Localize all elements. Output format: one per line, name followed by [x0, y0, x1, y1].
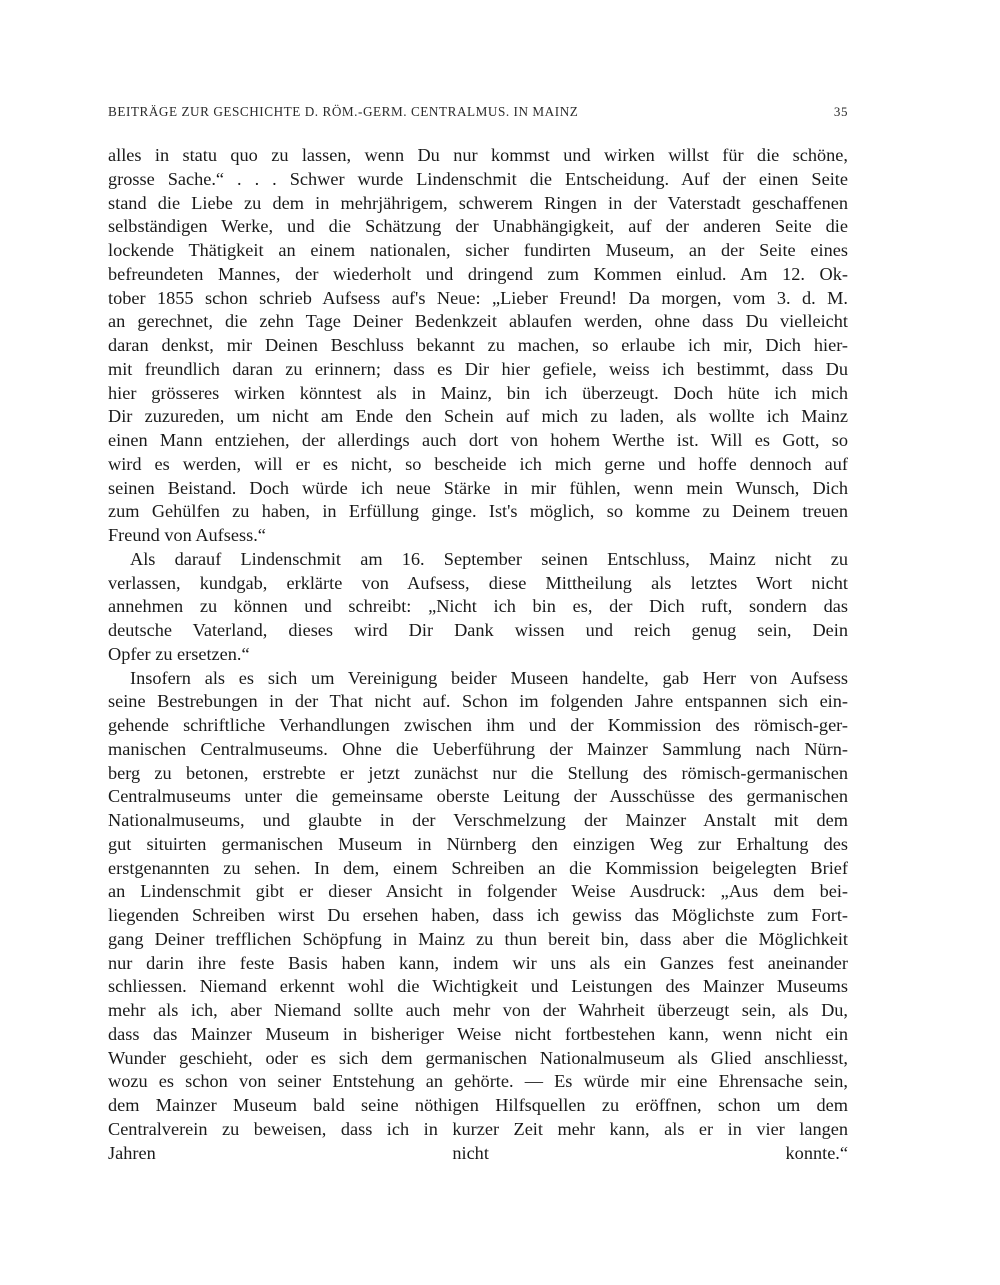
text-line: einen Mann entziehen, der allerdings auch dort von hohem Werthe ist. Will es Gott, so	[108, 430, 848, 450]
text-line: gut situirten germanischen Museum in Nürnberg den einzigen Weg zur Erhaltung des	[108, 833, 848, 854]
text-line: Nationalmuseums, und glaubte in der Verschmelzung der Mainzer Anstalt mit dem	[108, 810, 848, 830]
text-line: nur darin ihre feste Basis haben kann, indem wir uns als ein Ganzes fest aneinander	[108, 952, 848, 973]
text-line: liegenden Schreiben wirst Du ersehen haben, dass ich gewiss das Möglichste zum Fort-	[108, 905, 848, 925]
text-line: gehende schriftliche Verhandlungen zwischen ihm und der Kommission des römisch-ger-	[108, 715, 848, 735]
text-line: schliessen. Niemand erkennt wohl die Wichtigkeit und Leistungen des Mainzer Museums	[108, 976, 848, 997]
text-line: grosse Sache.“ . . . Schwer wurde Lindenschmit die Entscheidung. Auf der einen Seite	[108, 168, 848, 189]
text-line: annehmen zu können und schreibt: „Nicht ich bin es, der Dich ruft, sondern das	[108, 596, 848, 617]
text-line: verlassen, kundgab, erklärte von Aufsess, diese Mittheilung als letztes Wort nicht	[108, 572, 848, 593]
text-line: zum Gehülfen zu haben, in Erfüllung ginge. Ist's möglich, so komme zu Deinem treuen	[108, 501, 848, 522]
text-line: hier grösseres wirken könntest als in Mainz, bin ich überzeugt. Doch hüte ich mich	[108, 382, 848, 403]
text-line: wird es werden, will er es nicht, so bescheide ich mich gerne und hoffe dennoch auf	[108, 453, 848, 474]
text-line: berg zu betonen, erstrebte er jetzt zunächst nur die Stellung des römisch-germanischen	[108, 762, 848, 783]
text-line: Centralmuseums unter die gemeinsame oberste Leitung der Ausschüsse des germanischen	[108, 786, 848, 807]
page-number: 35	[833, 104, 848, 119]
text-line: deutsche Vaterland, dieses wird Dir Dank wissen und reich genug sein, Dein	[108, 620, 848, 640]
text-line: Freund von Aufsess.“	[108, 525, 266, 545]
text-line: erstgenannten zu sehen. In dem, einem Schreiben an die Kommission beigelegten Brief	[108, 857, 848, 878]
text-line: an gerechnet, die zehn Tage Deiner Bedenkzeit ablaufen werden, ohne dass Du vielleicht	[108, 311, 848, 332]
running-title: BEITRÄGE ZUR GESCHICHTE D. RÖM.-GERM. CENTRALMUS. IN MAINZ	[108, 104, 579, 119]
text-line: lockende Thätigkeit an einem nationalen, sicher fundirten Museum, an der Seite eines	[108, 240, 848, 260]
text-line: dass das Mainzer Museum in bisheriger Weise nicht fortbestehen kann, wenn nicht ein	[108, 1023, 848, 1044]
text-line: Opfer zu ersetzen.“	[108, 643, 250, 664]
text-line: daran denkst, mir Deinen Beschluss bekannt zu machen, so erlaube ich mir, Dich hier-	[108, 335, 848, 355]
text-line: Als darauf Lindenschmit am 16. September seinen Entschluss, Mainz nicht zu	[130, 548, 848, 569]
text-line	[108, 1165, 848, 1189]
text-line: Insofern als es sich um Vereinigung beider Museen handelte, gab Herr von Aufsess	[130, 667, 848, 688]
text-line: an Lindenschmit gibt er dieser Ansicht in folgender Weise Ausdruck: „Aus dem bei-	[108, 881, 848, 902]
text-line: seinen Beistand. Doch würde ich neue Stärke in mir fühlen, wenn mein Wunsch, Dich	[108, 477, 848, 498]
text-line: alles in statu quo zu lassen, wenn Du nur kommst und wirken willst für die schöne,	[108, 145, 848, 165]
text-line: stand die Liebe zu dem in mehrjährigem, schwerem Ringen in der Vaterstadt geschaffenen	[108, 192, 848, 213]
text-line: Dir zuzureden, um nicht am Ende den Schein auf mich zu laden, als wollte ich Mainz	[108, 406, 848, 427]
text-line: Wunder geschieht, oder es sich dem germanischen Nationalmuseum als Glied anschliesst,	[108, 1047, 848, 1068]
text-line: gang Deiner trefflichen Schöpfung in Mainz zu thun bereit bin, dass aber die Möglichkeit	[108, 928, 848, 949]
text-line: Centralverein zu beweisen, dass ich in kurzer Zeit mehr kann, als er in vier langen	[108, 1118, 848, 1139]
body-text	[108, 144, 848, 1189]
text-line: manischen Centralmuseums. Ohne die Ueberführung der Mainzer Sammlung nach Nürn-	[108, 738, 848, 759]
text-line: dem Mainzer Museum bald seine nöthigen Hilfsquellen zu eröffnen, schon um dem	[108, 1095, 848, 1115]
text-line: mit freundlich daran zu erinnern; dass es Dir hier gefiele, weiss ich bestimmt, dass Du	[108, 358, 848, 379]
text-line: seine Bestrebungen in der That nicht auf. Schon im folgenden Jahre entspannen sich ein-	[108, 691, 848, 712]
text-line: mehr als ich, aber Niemand sollte auch mehr von der Wahrheit überzeugt sein, als Du,	[108, 1000, 848, 1020]
running-header	[108, 104, 848, 124]
text-line: Jahren nicht konnte.“	[108, 1142, 848, 1163]
text-line: befreundeten Mannes, der wiederholt und dringend zum Kommen einlud. Am 12. Ok-	[108, 263, 848, 284]
text-line: selbständigen Werke, und die Schätzung der Unabhängigkeit, auf der anderen Seite die	[108, 216, 848, 237]
text-line: wozu es schon von seiner Entstehung an gehörte. — Es würde mir eine Ehrensache sein,	[108, 1071, 848, 1092]
text-line: tober 1855 schon schrieb Aufsess auf's Neue: „Lieber Freund! Da morgen, vom 3. d. M.	[108, 287, 848, 308]
